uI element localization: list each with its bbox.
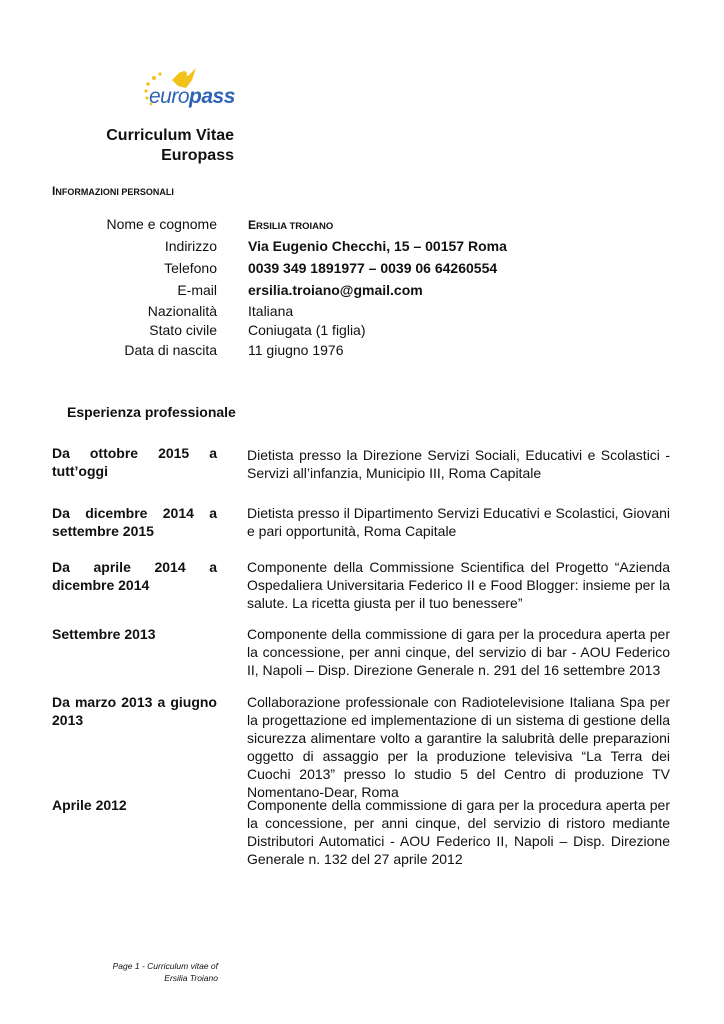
cv-title-line1: Curriculum Vitae [106, 127, 234, 144]
label-nationality: Nazionalità [147, 303, 217, 319]
label-name: Nome e cognome [106, 216, 217, 232]
experience-description: Dietista presso la Direzione Servizi Sociali, Educativi e Scolastici - Servizi all’infanzia, Municipio III, Roma Capitale [247, 447, 670, 481]
experience-description: Componente della Commissione Scientifica del Progetto “Azienda Ospedaliera Universitaria Federico II e Food Blogger: insieme per la salute. La ricetta giusta per il tuo benessere” [247, 559, 670, 611]
value-birth-date: 11 giugno 1976 [248, 342, 344, 358]
experience-date: Da marzo 2013 a giugno 2013 [52, 694, 217, 728]
value-nationality: Italiana [248, 303, 294, 319]
label-birth-date: Data di nascita [124, 342, 217, 358]
value-email: ersilia.troiano@gmail.com [248, 282, 423, 298]
value-civil-status: Coniugata (1 figlia) [248, 322, 366, 338]
europass-logo-text: europass [149, 85, 235, 108]
experience-date: Settembre 2013 [52, 626, 156, 642]
experience-description: Componente della commissione di gara per la procedura aperta per la concessione, per anni cinque, del servizio di bar - AOU Federico II, Napoli – Disp. Direzione Generale n. 291 del 16 settembre 2013 [247, 626, 670, 678]
footer-line1: Page 1 - Curriculum vitae of [112, 961, 218, 971]
value-phone: 0039 349 1891977 – 0039 06 64260554 [248, 260, 498, 276]
value-name: ERSILIA TROIANO [248, 218, 334, 232]
experience-date: Da ottobre 2015 a tutt’oggi [52, 445, 217, 479]
page-footer [60, 960, 218, 984]
experience-date: Da dicembre 2014 a settembre 2015 [52, 505, 217, 539]
label-phone: Telefono [164, 260, 217, 276]
experience-date: Da aprile 2014 a dicembre 2014 [52, 559, 217, 593]
europass-logo [142, 66, 235, 112]
label-address: Indirizzo [164, 238, 217, 254]
experience-heading: Esperienza professionale [67, 404, 236, 420]
experience-description: Componente della commissione di gara per la procedura aperta per la concessione, per anni cinque, del servizio di ristoro mediante Distributori Automatici - AOU Federico II, Napoli – Disp. Direzione Generale n. 132 del 27 aprile 2012 [247, 797, 670, 867]
cv-title-line2: Europass [161, 147, 234, 164]
footer-line2: Ersilia Troiano [164, 973, 218, 983]
experience-date: Aprile 2012 [52, 797, 127, 813]
experience-description: Collaborazione professionale con Radiotelevisione Italiana Spa per la progettazione ed implementazione di un sistema di gestione della sicurezza alimentare volto a garantire la salubrità delle preparazioni oggetto di assaggio per la produzione televisiva “La Terra dei Cuochi 2013” presso lo studio 5 del Centro di produzione TV Nomentano-Dear, Roma [247, 694, 670, 800]
label-civil-status: Stato civile [149, 322, 217, 338]
experience-description: Dietista presso il Dipartimento Servizi Educativi e Scolastici, Giovani e pari opportunità, Roma Capitale [247, 505, 670, 539]
value-address: Via Eugenio Checchi, 15 – 00157 Roma [248, 238, 507, 254]
label-email: E-mail [177, 282, 217, 298]
personal-info-heading: INFORMAZIONI PERSONALI [52, 184, 174, 198]
